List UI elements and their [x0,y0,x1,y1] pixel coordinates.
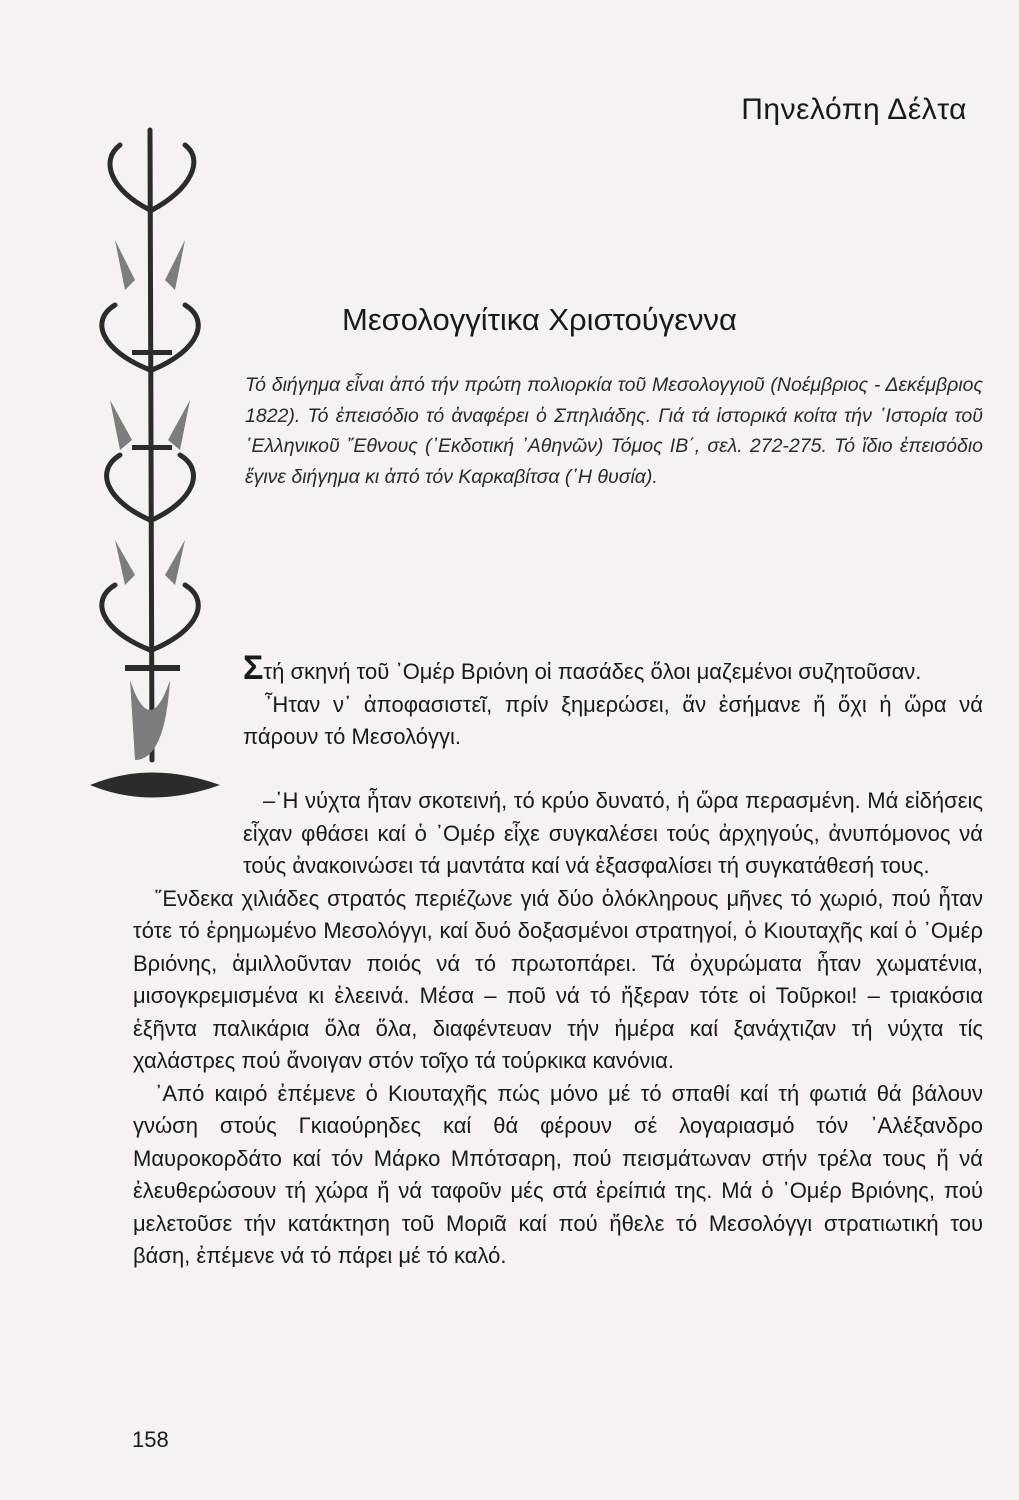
story-title: Μεσολογγίτικα Χριστούγεννα [342,302,737,337]
paragraph-5: ᾽Από καιρό ἐπέμενε ὁ Κιουταχῆς πώς μόνο μέ τό σπαθί καί τή φωτιά θά βάλουν γνώση στούς Γκιαούρηδες καί θά φέρουν σέ λογαριασμό τόν ᾽Αλέξανδρο Μαυροκορδάτο καί τόν Μάρκο Μπότσαρη, πού πεισμάτωναν στήν τρέλα τους ἤ νά ἐλευθερώσουν τή χώρα ἤ νά ταφοῦν μές στά ἐρείπιά της. Μά ὁ ᾽Ομέρ Βριόνης, πού μελετοῦσε τήν κατάκτηση τοῦ Μοριᾶ καί πού ἤθελε τό Μεσολόγγι στρατιωτική του βάση, ἐπέμενε νά τό πάρει μέ τό καλό. [133,1080,983,1268]
paragraph-1-text: τή σκηνή τοῦ ᾽Ομέρ Βριόνη οἱ πασάδες ὅλοι μαζεμένοι συζητοῦσαν. [263,659,922,684]
floral-ornament-illustration [70,120,250,820]
page-number: 158 [132,1427,169,1452]
introductory-note [245,370,983,492]
author-name: Πηνελόπη Δέλτα [741,93,967,126]
intro-paragraph: Τό διήγημα εἶναι ἀπό τήν πρώτη πολιορκία τοῦ Μεσολογγιοῦ (Νοέμβριος - Δεκέμβριος 1822). Τό ἐπεισόδιο τό ἀναφέρει ὁ Σπηλιάδης. Γιά τά ἱστορικά κοίτα τήν ῾Ιστορία τοῦ ῾Ελληνικοῦ ῎Εθνους (᾽Εκδοτική ᾽Αθηνῶν) Τόμος ΙΒ΄, σελ. 272-275. Τό ἴδιο ἐπεισόδιο ἔγινε διήγημα κι ἀπό τόν Καρκαβίτσα (῾Η θυσία). [245,374,983,488]
drop-cap: Σ [243,649,264,687]
paragraph-2: ῏Ηταν ν᾽ ἀποφασιστεῖ, πρίν ξημερώσει, ἄν ἐσήμανε ἤ ὄχι ἡ ὥρα νά πάρουν τό Μεσολόγγι. [243,691,983,749]
story-body [133,785,983,1273]
paragraph-4: ῞Ενδεκα χιλιάδες στρατός περιέζωνε γιά δύο ὁλόκληρους μῆνες τό χωριό, πού ἦταν τότε τό ἐρημωμένο Μεσολόγγι, καί δυό δοξασμένοι στρατηγοί, ὁ Κιουταχῆς καί ὁ ᾽Ομέρ Βριόνης, ἁμιλλοῦνταν ποιός νά τό πρωτοπάρει. Τά ὀχυρώματα ἦταν χωματένια, μισογκρεμισμένα κι ἐλεεινά. Μέσα – ποῦ νά τό ἤξεραν τότε οἱ Τοῦρκοι! – τριακόσια ἑξῆντα παλικάρια ὅλα ὅλα, διαφέντευαν τήν ἡμέρα καί ξανάχτιζαν τή νύχτα τίς χαλάστρες πού ἄνοιγαν στόν τοῖχο τά τούρκικα κανόνια. [133,885,983,1073]
paragraph-1 [243,649,983,689]
opening-text [243,649,983,754]
paragraph-3: –῾Η νύχτα ἦταν σκοτεινή, τό κρύο δυνατό, ἡ ὥρα περασμένη. Μά εἰδήσεις εἶχαν φθάσει καί ὁ ᾽Ομέρ εἶχε συγκαλέσει τούς ἀρχηγούς, ἀνυπόμονος νά τούς ἀνακοινώσει τά μαντάτα καί νά ἐξασφαλίσει τή συγκατάθεσή τους. [243,788,983,878]
